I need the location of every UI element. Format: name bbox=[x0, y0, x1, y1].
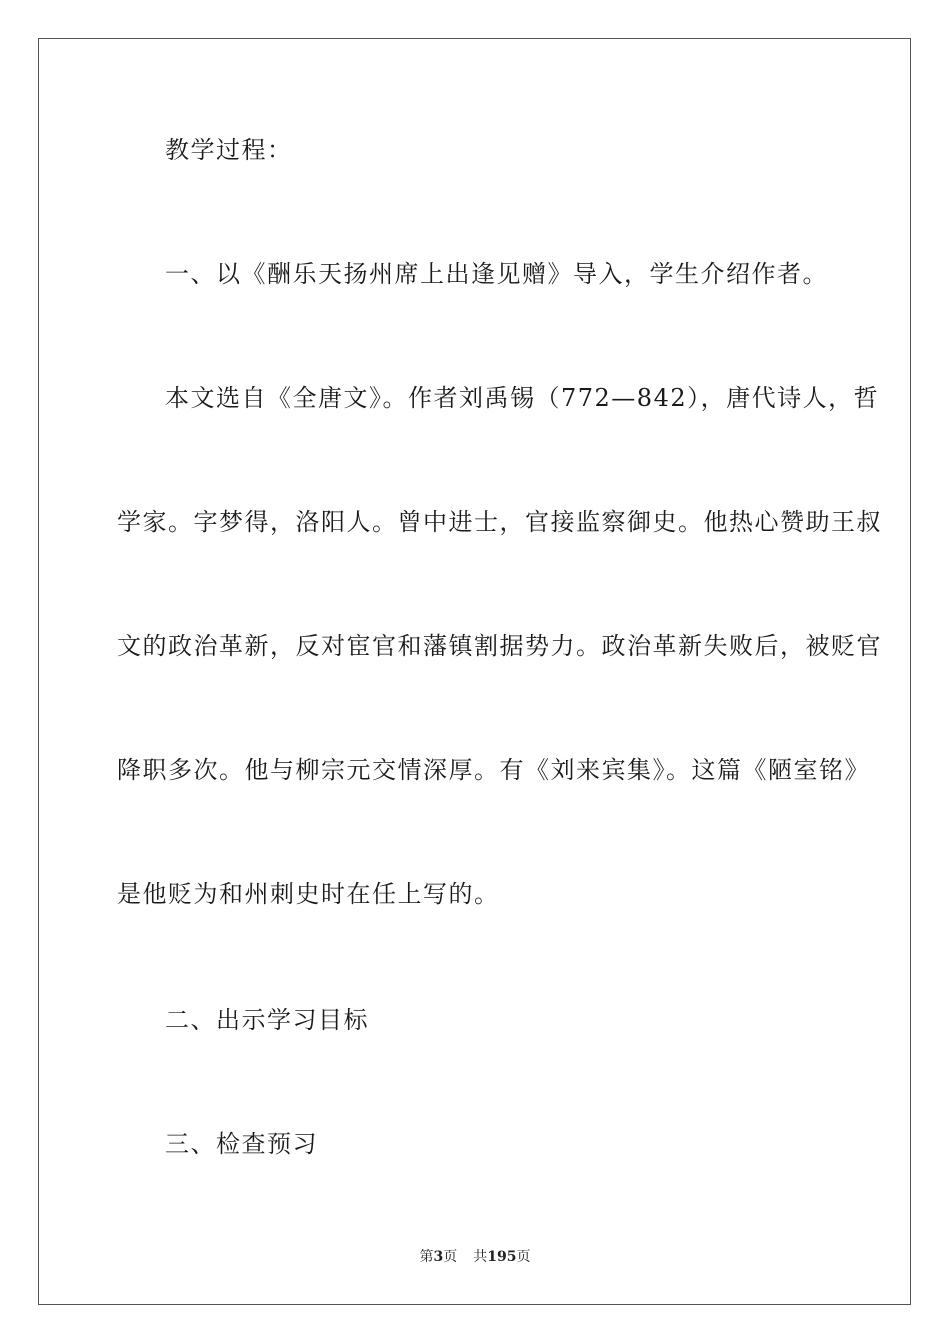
footer-page-suffix: 页 bbox=[443, 1249, 458, 1265]
paragraph-author-line-5: 是他贬为和州刺史时在任上写的。 bbox=[117, 880, 500, 908]
footer-total-prefix: 共 bbox=[473, 1249, 488, 1265]
paragraph-step-two: 二、出示学习目标 bbox=[165, 1006, 369, 1034]
paragraph-step-one: 一、以《酬乐天扬州席上出逢见赠》导入，学生介绍作者。 bbox=[165, 260, 828, 288]
page-frame bbox=[38, 38, 911, 1305]
page-footer bbox=[0, 1248, 950, 1266]
footer-total-suffix: 页 bbox=[516, 1249, 531, 1265]
paragraph-author-line-4: 降职多次。他与柳宗元交情深厚。有《刘来宾集》。这篇《陋室铭》 bbox=[117, 756, 870, 784]
paragraph-author-line-1: 本文选自《全唐文》。作者刘禹锡（772—842），唐代诗人，哲 bbox=[165, 384, 880, 412]
paragraph-author-line-2: 学家。字梦得，洛阳人。曾中进士，官接监察御史。他热心赞助王叔 bbox=[117, 508, 882, 536]
paragraph-author-line-3: 文的政治革新，反对宦官和藩镇割据势力。政治革新失败后，被贬官 bbox=[117, 632, 882, 660]
footer-total-pages: 195 bbox=[487, 1249, 517, 1265]
paragraph-step-three: 三、检查预习 bbox=[165, 1130, 318, 1158]
footer-page-number: 3 bbox=[433, 1249, 444, 1265]
paragraph-teaching-process: 教学过程： bbox=[165, 136, 293, 164]
footer-page-prefix: 第 bbox=[419, 1249, 434, 1265]
